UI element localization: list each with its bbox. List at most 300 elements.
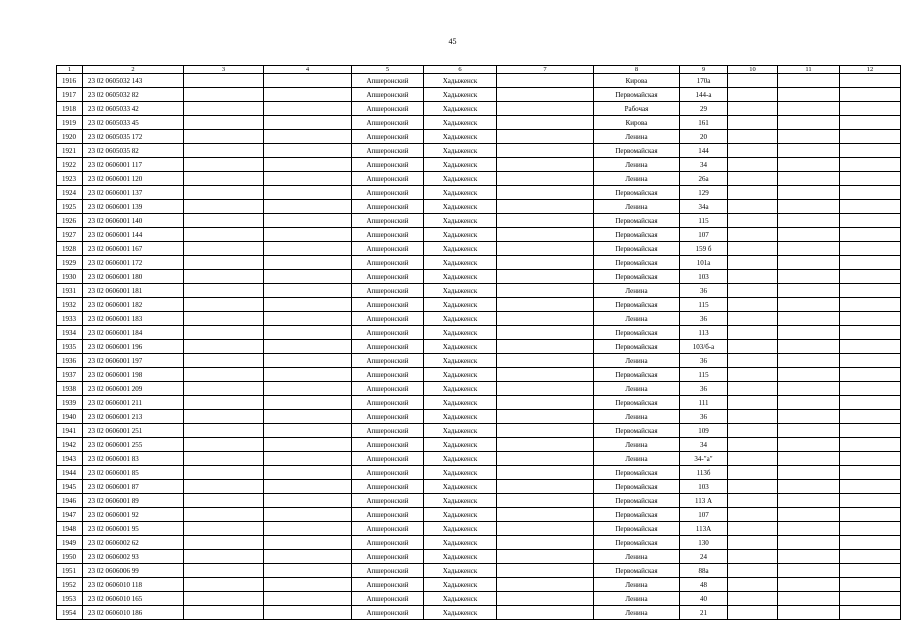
table-cell-col-10 (728, 242, 778, 256)
table-cell-col-8: Ленина (594, 410, 680, 424)
table-cell-col-8: Ленина (594, 452, 680, 466)
table-cell-col-1: 1937 (57, 368, 83, 382)
table-cell-col-2: 23 02 0606002 62 (83, 536, 184, 550)
table-cell-col-10 (728, 382, 778, 396)
table-cell-col-9: 113 (680, 326, 728, 340)
table-cell-col-2: 23 02 0606010 118 (83, 578, 184, 592)
table-cell-col-11 (778, 158, 840, 172)
table-cell-col-7 (497, 480, 594, 494)
table-cell-col-6: Хадыженск (424, 354, 497, 368)
column-header-12: 12 (840, 66, 901, 74)
table-cell-col-2: 23 02 0605032 82 (83, 88, 184, 102)
table-cell-col-4 (264, 130, 352, 144)
table-cell-col-1: 1919 (57, 116, 83, 130)
table-cell-col-7 (497, 130, 594, 144)
table-cell-col-6: Хадыженск (424, 186, 497, 200)
table-cell-col-3 (184, 438, 264, 452)
table-cell-col-3 (184, 74, 264, 88)
table-cell-col-6: Хадыженск (424, 326, 497, 340)
table-row (57, 116, 901, 130)
table-cell-col-11 (778, 340, 840, 354)
table-cell-col-8: Первомайская (594, 536, 680, 550)
table-cell-col-11 (778, 410, 840, 424)
table-cell-col-3 (184, 494, 264, 508)
column-header-2: 2 (83, 66, 184, 74)
table-cell-col-10 (728, 550, 778, 564)
table-cell-col-2: 23 02 0606001 184 (83, 326, 184, 340)
table-cell-col-9: 113б (680, 466, 728, 480)
table-cell-col-1: 1928 (57, 242, 83, 256)
table-cell-col-7 (497, 368, 594, 382)
table-cell-col-1: 1930 (57, 270, 83, 284)
table-cell-col-3 (184, 480, 264, 494)
table-cell-col-7 (497, 200, 594, 214)
table-cell-col-3 (184, 186, 264, 200)
table-cell-col-11 (778, 396, 840, 410)
table-cell-col-5: Апшеронский (352, 214, 424, 228)
table-cell-col-2: 23 02 0606001 137 (83, 186, 184, 200)
table-cell-col-7 (497, 592, 594, 606)
table-cell-col-2: 23 02 0606001 180 (83, 270, 184, 284)
table-cell-col-9: 40 (680, 592, 728, 606)
table-cell-col-7 (497, 256, 594, 270)
table-row (57, 172, 901, 186)
table-cell-col-8: Ленина (594, 130, 680, 144)
table-cell-col-11 (778, 452, 840, 466)
table-cell-col-1: 1932 (57, 298, 83, 312)
table-cell-col-3 (184, 214, 264, 228)
table-cell-col-2: 23 02 0606006 99 (83, 564, 184, 578)
table-cell-col-8: Первомайская (594, 508, 680, 522)
table-cell-col-8: Ленина (594, 158, 680, 172)
table-cell-col-11 (778, 102, 840, 116)
table-cell-col-11 (778, 480, 840, 494)
table-row (57, 564, 901, 578)
table-cell-col-9: 26а (680, 172, 728, 186)
table-cell-col-7 (497, 438, 594, 452)
table-cell-col-6: Хадыженск (424, 298, 497, 312)
table-cell-col-9: 48 (680, 578, 728, 592)
table-cell-col-2: 23 02 0606010 165 (83, 592, 184, 606)
table-cell-col-9: 21 (680, 606, 728, 620)
table-cell-col-3 (184, 578, 264, 592)
table-cell-col-6: Хадыженск (424, 494, 497, 508)
table-cell-col-11 (778, 74, 840, 88)
table-cell-col-7 (497, 564, 594, 578)
table-cell-col-8: Первомайская (594, 466, 680, 480)
table-cell-col-8: Ленина (594, 312, 680, 326)
table-cell-col-6: Хадыженск (424, 382, 497, 396)
table-cell-col-8: Ленина (594, 200, 680, 214)
table-cell-col-10 (728, 102, 778, 116)
table-cell-col-7 (497, 424, 594, 438)
table-cell-col-8: Первомайская (594, 242, 680, 256)
table-cell-col-7 (497, 116, 594, 130)
table-cell-col-12 (840, 466, 901, 480)
table-cell-col-10 (728, 298, 778, 312)
table-cell-col-4 (264, 312, 352, 326)
table-cell-col-9: 161 (680, 116, 728, 130)
table-cell-col-2: 23 02 0606001 83 (83, 452, 184, 466)
table-cell-col-10 (728, 452, 778, 466)
table-cell-col-11 (778, 144, 840, 158)
table-cell-col-5: Апшеронский (352, 270, 424, 284)
table-cell-col-7 (497, 522, 594, 536)
column-header-6: 6 (424, 66, 497, 74)
table-cell-col-2: 23 02 0606001 251 (83, 424, 184, 438)
table-cell-col-6: Хадыженск (424, 284, 497, 298)
page-number: 45 (448, 37, 457, 46)
column-header-3: 3 (184, 66, 264, 74)
table-cell-col-10 (728, 396, 778, 410)
table-cell-col-6: Хадыженск (424, 466, 497, 480)
table-cell-col-10 (728, 564, 778, 578)
table-row (57, 480, 901, 494)
column-header-11: 11 (778, 66, 840, 74)
table-cell-col-10 (728, 186, 778, 200)
table-cell-col-12 (840, 396, 901, 410)
table-cell-col-1: 1946 (57, 494, 83, 508)
table-cell-col-12 (840, 214, 901, 228)
table-cell-col-2: 23 02 0606001 196 (83, 340, 184, 354)
table-cell-col-12 (840, 354, 901, 368)
table-cell-col-12 (840, 410, 901, 424)
table-cell-col-1: 1948 (57, 522, 83, 536)
table-row (57, 494, 901, 508)
table-cell-col-5: Апшеронский (352, 228, 424, 242)
table-cell-col-7 (497, 74, 594, 88)
table-cell-col-3 (184, 536, 264, 550)
table-cell-col-12 (840, 270, 901, 284)
table-cell-col-2: 23 02 0606001 198 (83, 368, 184, 382)
table-cell-col-11 (778, 326, 840, 340)
table-cell-col-2: 23 02 0606001 144 (83, 228, 184, 242)
table-cell-col-8: Ленина (594, 354, 680, 368)
table-cell-col-8: Первомайская (594, 228, 680, 242)
table-cell-col-3 (184, 172, 264, 186)
table-cell-col-12 (840, 550, 901, 564)
table-cell-col-5: Апшеронский (352, 452, 424, 466)
table-cell-col-11 (778, 186, 840, 200)
table-cell-col-10 (728, 578, 778, 592)
table-cell-col-10 (728, 116, 778, 130)
table-cell-col-9: 101а (680, 256, 728, 270)
table-cell-col-3 (184, 466, 264, 480)
table-row (57, 88, 901, 102)
table-row (57, 270, 901, 284)
table-cell-col-11 (778, 228, 840, 242)
table-cell-col-1: 1950 (57, 550, 83, 564)
table-cell-col-6: Хадыженск (424, 480, 497, 494)
table-cell-col-10 (728, 284, 778, 298)
table-cell-col-3 (184, 312, 264, 326)
table-cell-col-6: Хадыженск (424, 88, 497, 102)
table-cell-col-4 (264, 438, 352, 452)
table-cell-col-1: 1949 (57, 536, 83, 550)
table-cell-col-1: 1945 (57, 480, 83, 494)
table-cell-col-10 (728, 88, 778, 102)
table-cell-col-6: Хадыженск (424, 606, 497, 620)
table-cell-col-4 (264, 144, 352, 158)
table-cell-col-9: 103/б-а (680, 340, 728, 354)
table-cell-col-12 (840, 88, 901, 102)
table-cell-col-1: 1951 (57, 564, 83, 578)
column-header-4: 4 (264, 66, 352, 74)
table-row (57, 326, 901, 340)
table-row (57, 284, 901, 298)
table-cell-col-6: Хадыженск (424, 452, 497, 466)
table-cell-col-10 (728, 466, 778, 480)
table-cell-col-4 (264, 340, 352, 354)
table-cell-col-1: 1916 (57, 74, 83, 88)
table-cell-col-9: 34 (680, 158, 728, 172)
table-cell-col-8: Первомайская (594, 494, 680, 508)
table-cell-col-4 (264, 592, 352, 606)
table-cell-col-5: Апшеронский (352, 242, 424, 256)
table-cell-col-7 (497, 228, 594, 242)
table-cell-col-1: 1918 (57, 102, 83, 116)
column-header-10: 10 (728, 66, 778, 74)
table-cell-col-2: 23 02 0606001 95 (83, 522, 184, 536)
table-row (57, 242, 901, 256)
table-cell-col-1: 1924 (57, 186, 83, 200)
table-cell-col-10 (728, 592, 778, 606)
column-header-9: 9 (680, 66, 728, 74)
table-cell-col-4 (264, 172, 352, 186)
table-cell-col-11 (778, 606, 840, 620)
table-cell-col-6: Хадыженск (424, 102, 497, 116)
table-cell-col-11 (778, 242, 840, 256)
table-cell-col-5: Апшеронский (352, 102, 424, 116)
table-cell-col-3 (184, 88, 264, 102)
table-cell-col-5: Апшеронский (352, 606, 424, 620)
table-cell-col-12 (840, 284, 901, 298)
table-cell-col-1: 1927 (57, 228, 83, 242)
table-cell-col-9: 129 (680, 186, 728, 200)
table-cell-col-4 (264, 424, 352, 438)
table-cell-col-11 (778, 438, 840, 452)
table-cell-col-5: Апшеронский (352, 186, 424, 200)
table-cell-col-7 (497, 284, 594, 298)
table-cell-col-11 (778, 172, 840, 186)
table-row (57, 522, 901, 536)
table-cell-col-1: 1931 (57, 284, 83, 298)
table-cell-col-1: 1954 (57, 606, 83, 620)
table-cell-col-8: Кирова (594, 116, 680, 130)
table-cell-col-1: 1936 (57, 354, 83, 368)
table-cell-col-10 (728, 494, 778, 508)
table-cell-col-4 (264, 410, 352, 424)
table-cell-col-8: Первомайская (594, 340, 680, 354)
table-cell-col-12 (840, 116, 901, 130)
table-cell-col-1: 1934 (57, 326, 83, 340)
table-cell-col-7 (497, 578, 594, 592)
table-cell-col-5: Апшеронский (352, 172, 424, 186)
table-cell-col-2: 23 02 0606001 209 (83, 382, 184, 396)
table-row (57, 354, 901, 368)
table-body (57, 74, 901, 620)
table-cell-col-8: Первомайская (594, 522, 680, 536)
table-cell-col-9: 113А (680, 522, 728, 536)
table-cell-col-7 (497, 326, 594, 340)
table-cell-col-3 (184, 424, 264, 438)
table-cell-col-12 (840, 326, 901, 340)
table-cell-col-7 (497, 550, 594, 564)
table-cell-col-5: Апшеронский (352, 396, 424, 410)
table-cell-col-7 (497, 270, 594, 284)
table-cell-col-1: 1917 (57, 88, 83, 102)
table-cell-col-9: 34а (680, 200, 728, 214)
table-cell-col-1: 1920 (57, 130, 83, 144)
table-cell-col-6: Хадыженск (424, 550, 497, 564)
table-cell-col-11 (778, 592, 840, 606)
table-cell-col-11 (778, 298, 840, 312)
table-cell-col-10 (728, 606, 778, 620)
table-cell-col-3 (184, 144, 264, 158)
table-cell-col-5: Апшеронский (352, 326, 424, 340)
table-cell-col-12 (840, 424, 901, 438)
table-cell-col-6: Хадыженск (424, 158, 497, 172)
table-cell-col-5: Апшеронский (352, 494, 424, 508)
table-cell-col-4 (264, 270, 352, 284)
table-cell-col-6: Хадыженск (424, 312, 497, 326)
table-row (57, 340, 901, 354)
table-cell-col-10 (728, 214, 778, 228)
table-cell-col-5: Апшеронский (352, 564, 424, 578)
table-cell-col-8: Ленина (594, 284, 680, 298)
table-cell-col-3 (184, 116, 264, 130)
table-cell-col-1: 1953 (57, 592, 83, 606)
table-cell-col-12 (840, 522, 901, 536)
table-row (57, 550, 901, 564)
table-cell-col-9: 88а (680, 564, 728, 578)
table-cell-col-9: 113 А (680, 494, 728, 508)
table-cell-col-11 (778, 284, 840, 298)
table-cell-col-1: 1942 (57, 438, 83, 452)
table-cell-col-6: Хадыженск (424, 410, 497, 424)
table-row (57, 452, 901, 466)
table-cell-col-3 (184, 228, 264, 242)
column-header-7: 7 (497, 66, 594, 74)
table-cell-col-11 (778, 424, 840, 438)
table-row (57, 508, 901, 522)
table-cell-col-3 (184, 298, 264, 312)
table-cell-col-10 (728, 508, 778, 522)
table-cell-col-5: Апшеронский (352, 354, 424, 368)
table-cell-col-4 (264, 368, 352, 382)
table-cell-col-11 (778, 116, 840, 130)
table-cell-col-3 (184, 522, 264, 536)
table-cell-col-5: Апшеронский (352, 284, 424, 298)
table-cell-col-5: Апшеронский (352, 522, 424, 536)
table-cell-col-7 (497, 508, 594, 522)
table-cell-col-12 (840, 368, 901, 382)
column-header-5: 5 (352, 66, 424, 74)
table-cell-col-7 (497, 382, 594, 396)
table-cell-col-3 (184, 256, 264, 270)
table-cell-col-6: Хадыженск (424, 438, 497, 452)
table-cell-col-12 (840, 592, 901, 606)
table-cell-col-1: 1940 (57, 410, 83, 424)
table-cell-col-4 (264, 326, 352, 340)
table-cell-col-8: Ленина (594, 592, 680, 606)
table-cell-col-3 (184, 382, 264, 396)
table-cell-col-1: 1925 (57, 200, 83, 214)
table-cell-col-4 (264, 550, 352, 564)
table-cell-col-5: Апшеронский (352, 74, 424, 88)
table-cell-col-2: 23 02 0606001 85 (83, 466, 184, 480)
table-cell-col-6: Хадыженск (424, 424, 497, 438)
table-cell-col-8: Кирова (594, 74, 680, 88)
table-row (57, 186, 901, 200)
table-cell-col-1: 1926 (57, 214, 83, 228)
table-cell-col-3 (184, 564, 264, 578)
table-cell-col-8: Рабочая (594, 102, 680, 116)
table-cell-col-4 (264, 158, 352, 172)
table-cell-col-11 (778, 270, 840, 284)
table-cell-col-11 (778, 354, 840, 368)
table-cell-col-9: 144 (680, 144, 728, 158)
table-cell-col-10 (728, 144, 778, 158)
table-cell-col-5: Апшеронский (352, 592, 424, 606)
table-cell-col-9: 159 б (680, 242, 728, 256)
table-cell-col-2: 23 02 0605033 42 (83, 102, 184, 116)
table-cell-col-3 (184, 242, 264, 256)
table-header-row (57, 66, 901, 74)
table-cell-col-2: 23 02 0606001 120 (83, 172, 184, 186)
table-cell-col-6: Хадыженск (424, 228, 497, 242)
table-cell-col-3 (184, 158, 264, 172)
table-cell-col-3 (184, 200, 264, 214)
table-cell-col-10 (728, 340, 778, 354)
table-cell-col-4 (264, 186, 352, 200)
table-cell-col-2: 23 02 0606001 139 (83, 200, 184, 214)
table-cell-col-9: 36 (680, 382, 728, 396)
table-cell-col-7 (497, 494, 594, 508)
table-cell-col-10 (728, 130, 778, 144)
table-cell-col-11 (778, 382, 840, 396)
table-cell-col-12 (840, 228, 901, 242)
table-cell-col-6: Хадыженск (424, 536, 497, 550)
table-cell-col-5: Апшеронский (352, 256, 424, 270)
table-cell-col-3 (184, 102, 264, 116)
table-row (57, 256, 901, 270)
table-cell-col-8: Ленина (594, 550, 680, 564)
table-cell-col-3 (184, 396, 264, 410)
table-cell-col-12 (840, 536, 901, 550)
table-cell-col-2: 23 02 0605035 172 (83, 130, 184, 144)
table-cell-col-12 (840, 494, 901, 508)
table-cell-col-7 (497, 186, 594, 200)
table-cell-col-11 (778, 312, 840, 326)
table-cell-col-9: 36 (680, 410, 728, 424)
table-cell-col-7 (497, 410, 594, 424)
table-cell-col-9: 20 (680, 130, 728, 144)
table-cell-col-1: 1947 (57, 508, 83, 522)
table-cell-col-7 (497, 298, 594, 312)
table-cell-col-6: Хадыженск (424, 172, 497, 186)
table-cell-col-6: Хадыженск (424, 144, 497, 158)
table-cell-col-4 (264, 74, 352, 88)
table-cell-col-5: Апшеронский (352, 116, 424, 130)
table-cell-col-7 (497, 536, 594, 550)
table-cell-col-3 (184, 508, 264, 522)
table-cell-col-10 (728, 270, 778, 284)
table-row (57, 438, 901, 452)
table-row (57, 158, 901, 172)
table-cell-col-3 (184, 270, 264, 284)
table-cell-col-5: Апшеронский (352, 410, 424, 424)
